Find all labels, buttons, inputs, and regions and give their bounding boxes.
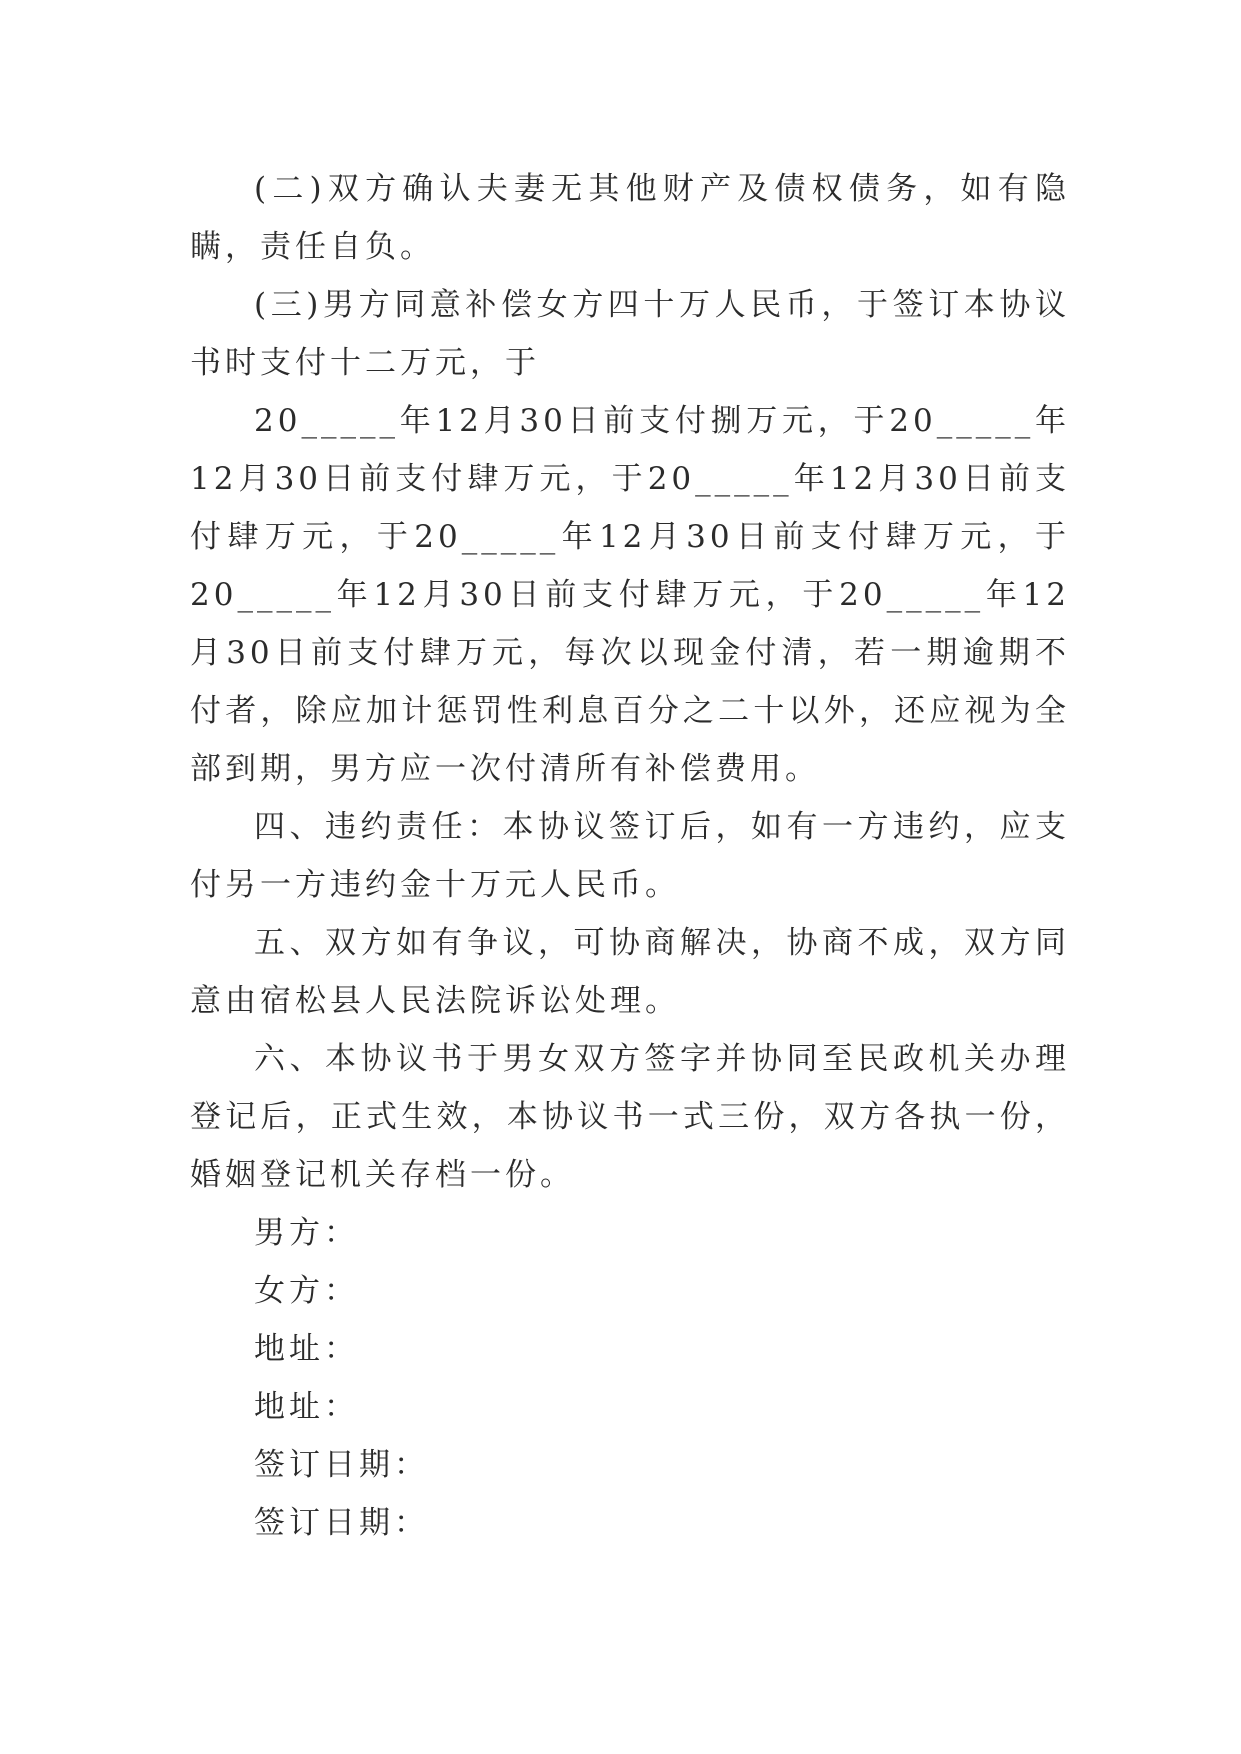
signing-date-1: 签订日期： [254,1447,429,1483]
address-line-1: 地址： [254,1331,359,1367]
document-body [190,160,1070,1552]
clause-3-compensation: (三)男方同意补偿女方四十万人民币，于签订本协议书时支付十二万元，于 [190,287,1070,381]
signature-block [190,1204,1070,1552]
clause-5-dispute-resolution: 五、双方如有争议，可协商解决，协商不成，双方同意由宿松县人民法院诉讼处理。 [190,925,1070,1019]
signature-female: 女方： [254,1273,359,1309]
address-line-2: 地址： [254,1389,359,1425]
signing-date-2: 签订日期： [254,1505,429,1541]
clause-2-no-other-property: (二)双方确认夫妻无其他财产及债权债务，如有隐瞒，责任自负。 [190,171,1070,265]
signature-male: 男方： [254,1215,359,1251]
clause-3-payment-schedule: 20_____年12月30日前支付捌万元，于20_____年12月30日前支付肆万元，于20_____年12月30日前支付肆万元，于20_____年12月30日前支付肆万元，于20_____年12月30日前支付肆万元，于20_____年12月30日前支付肆万元，每次以现金付清，若一期逾期不付者，除应加计惩罚性利息百分之二十以外，还应视为全部到期，男方应一次付清所有补偿费用。 [190,403,1070,787]
clause-6-effectiveness: 六、本协议书于男女双方签字并协同至民政机关办理登记后，正式生效，本协议书一式三份，双方各执一份，婚姻登记机关存档一份。 [190,1041,1070,1193]
clause-4-breach-liability: 四、违约责任：本协议签订后，如有一方违约，应支付另一方违约金十万元人民币。 [190,809,1070,903]
